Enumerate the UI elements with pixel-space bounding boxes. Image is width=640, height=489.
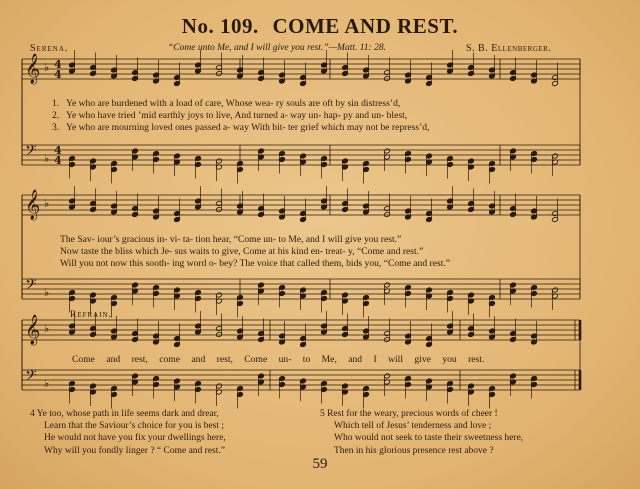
scripture-epigraph: “Come unto Me, and I will give you rest.”—Matt. 11: 28. (168, 43, 386, 53)
verse-line-2b: Now taste the bliss which Je- sus waits to give, Come at his kind en- treat- y, “Come and rest.” (60, 246, 424, 257)
treble-clef-icon: 𝄞 (25, 315, 41, 345)
bass-clef-icon: 𝄢 (25, 367, 37, 388)
time-signature: 4 (54, 68, 62, 81)
lyric-text: Ye who have tried ’mid earthly joys to live, And turned a- way un- hap- py and un- blest, (66, 110, 408, 121)
verse-number: 3. (52, 122, 60, 133)
stanza-4 (30, 408, 226, 457)
stanza-line: Learn that the Saviour’s choice for you is best ; (44, 421, 225, 432)
hymn-title: COME AND REST. (272, 14, 459, 38)
bass-clef-icon: 𝄢 (25, 276, 37, 297)
composer-name: S. B. Ellenberger. (466, 43, 552, 54)
stanza-line: Which tell of Jesus’ tenderness and love ; (334, 421, 492, 432)
verse-line-3b: Will you not now this sooth- ing word o- bey? The voice that called them, bids you, “Come and rest.” (60, 258, 451, 269)
flat-key-icon: ♭ (44, 152, 50, 165)
verse-number: 2. (52, 110, 60, 121)
time-signature: 4 (54, 144, 62, 157)
refrain-label: Refrain. (70, 310, 112, 320)
time-signature: 4 (54, 154, 62, 167)
treble-clef-icon: 𝄞 (25, 190, 41, 220)
stanza-line: 4 Ye too, whose path in life seems dark and drear, (30, 409, 219, 419)
flat-key-icon: ♭ (44, 286, 50, 299)
verse-line-1 (52, 98, 400, 109)
verse-line-3 (52, 122, 429, 133)
flat-key-icon: ♭ (44, 197, 50, 210)
stanza-line: Why will you fondly linger ? “ Come and rest.” (44, 445, 225, 456)
treble-clef-icon: 𝄞 (25, 54, 41, 84)
stanza-line: He would not have you fix your dwellings here, (44, 433, 226, 444)
verse-number: 1. (52, 98, 60, 109)
lyric-text: Ye who are burdened with a load of care, Whose wea- ry souls are oft by sin distress’d, (66, 98, 401, 109)
stanza-line: Who would not seek to taste their sweetness here, (334, 433, 524, 444)
flat-key-icon: ♭ (44, 61, 50, 74)
time-signature: 4 (54, 58, 62, 71)
lyric-text: Ye who are mourning loved ones passed a- way With bit- ter grief which may not be repress’d, (66, 122, 430, 133)
stanza-line: Then in his glorious presence rest above ? (334, 445, 494, 456)
tune-name: Serena. (30, 43, 69, 54)
stanza-5 (320, 408, 523, 457)
verse-line-1b: The Sav- iour’s gracious in- vi- ta- tion hear, “Come un- to Me, and I will give you rest.” (60, 234, 402, 245)
bass-clef-icon: 𝄢 (25, 142, 37, 163)
flat-key-icon: ♭ (44, 377, 50, 390)
hymn-number: No. 109. (181, 14, 259, 38)
verse-line-2 (52, 110, 407, 121)
flat-key-icon: ♭ (44, 322, 50, 335)
refrain-lyric: Come and rest, come and rest, Come un- to Me, and I will give you rest. (72, 354, 485, 365)
page-number: 59 (312, 456, 328, 472)
stanza-line: 5 Rest for the weary, precious words of cheer ! (320, 409, 498, 419)
